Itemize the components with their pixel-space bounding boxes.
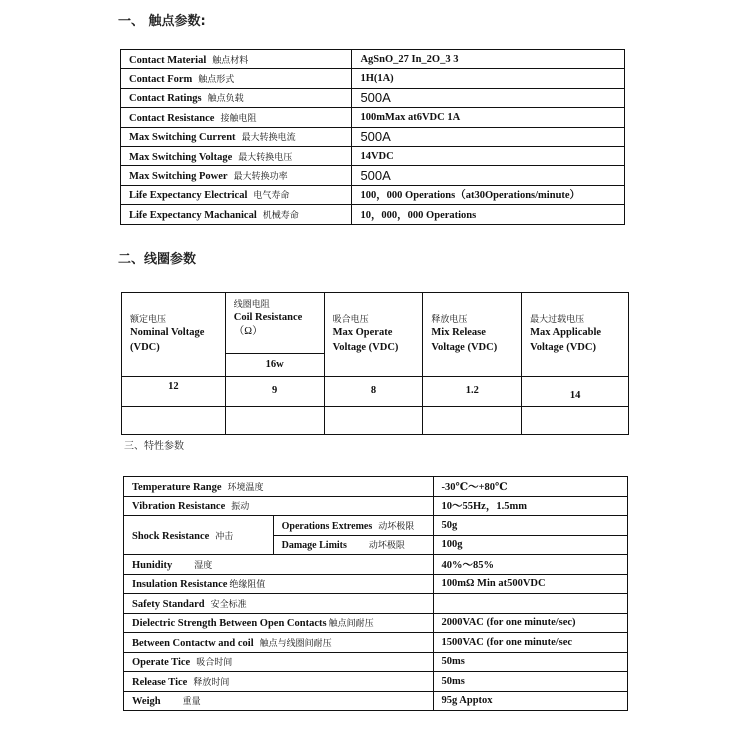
param-label: Contact Ratings 触点负载 xyxy=(121,88,352,107)
max-applicable-voltage-header: 最大过载电压 Max Applicable Voltage (VDC) xyxy=(522,293,629,377)
contact-param-row xyxy=(121,88,625,107)
mix-release-voltage-value: 1.2 xyxy=(423,377,522,407)
param-value: AgSnO_27 In_2O_3 3 xyxy=(352,50,625,69)
param-label: Max Switching Current 最大转换电流 xyxy=(121,127,352,146)
coil-resistance-value: 9 xyxy=(225,377,324,407)
empty-cell xyxy=(225,407,324,435)
contact-params-table xyxy=(120,49,625,225)
shock-row-damage: Damage Limits 动坏极限 100g xyxy=(124,535,628,555)
shock-label: Shock Resistance 冲击 xyxy=(124,516,274,555)
coil-resistance-header: 线圈电阻 Coil Resistance （Ω） xyxy=(225,293,324,354)
empty-cell xyxy=(522,407,629,435)
param-label: Life Expectancy Machanical 机械寿命 xyxy=(121,205,352,224)
nominal-voltage-value: 12 xyxy=(122,377,226,407)
param-value: 100mMax at6VDC 1A xyxy=(352,108,625,127)
contact-param-row xyxy=(121,127,625,146)
section1-heading: 一、 触点参数: xyxy=(118,14,206,29)
param-label: Contact Form 触点形式 xyxy=(121,69,352,88)
contact-param-row xyxy=(121,166,625,185)
contact-param-row xyxy=(121,185,625,204)
contact-param-row xyxy=(121,146,625,165)
operate-time-row: Operate Tice 吸合时间 50ms xyxy=(124,652,628,672)
dielectric-open-row: Dielectric Strength Between Open Contacts 触点间耐压 2000VAC (for one minute/sec) xyxy=(124,613,628,633)
contact-param-row xyxy=(121,69,625,88)
coil-resistance-subheader: 16w xyxy=(225,354,324,377)
param-label: Max Switching Power 最大转换功率 xyxy=(121,166,352,185)
section2-heading: 二、线圈参数 xyxy=(118,252,197,267)
param-label: Contact Resistance 接触电阻 xyxy=(121,108,352,127)
param-value: 500A xyxy=(352,127,625,146)
param-label: Max Switching Voltage 最大转换电压 xyxy=(121,146,352,165)
empty-cell xyxy=(122,407,226,435)
contact-param-row xyxy=(121,108,625,127)
param-value: 500A xyxy=(352,88,625,107)
contact-param-row xyxy=(121,50,625,69)
vibration-row: Vibration Resistance 振动 10～55Hz，1.5mm xyxy=(124,496,628,516)
param-label: Contact Material 触点材料 xyxy=(121,50,352,69)
param-value: 1H(1A) xyxy=(352,69,625,88)
param-value: 10，000，000 Operations xyxy=(352,205,625,224)
max-operate-voltage-value: 8 xyxy=(324,377,423,407)
max-operate-voltage-header: 吸合电压 Max Operate Voltage (VDC) xyxy=(324,293,423,377)
dielectric-coil-row: Between Contactw and coil 触点与线圈间耐压 1500VAC (for one minute/sec xyxy=(124,633,628,653)
param-value: 14VDC xyxy=(352,146,625,165)
safety-row: Safety Standard 安全标准 xyxy=(124,594,628,614)
temperature-row: Temperature Range 环境温度 -30℃～+80℃ xyxy=(124,477,628,497)
characteristics-table xyxy=(123,476,628,711)
param-label: Life Expectancy Electrical 电气寿命 xyxy=(121,185,352,204)
param-value: 500A xyxy=(352,166,625,185)
param-value: 100，000 Operations（at30Operations/minute） xyxy=(352,185,625,204)
coil-params-table xyxy=(121,292,629,435)
nominal-voltage-header: 额定电压 Nominal Voltage (VDC) xyxy=(122,293,226,377)
insulation-row: Insulation Resistance 绝缘阻值 100mΩ Min at500VDC xyxy=(124,574,628,594)
contact-param-row xyxy=(121,205,625,224)
section3-heading: 三、特性参数 xyxy=(124,441,184,452)
weight-row: Weigh 重量 95g Apptox xyxy=(124,691,628,711)
release-time-row: Release Tice 释放时间 50ms xyxy=(124,672,628,692)
empty-cell xyxy=(324,407,423,435)
mix-release-voltage-header: 释放电压 Mix Release Voltage (VDC) xyxy=(423,293,522,377)
empty-cell xyxy=(423,407,522,435)
shock-row-extremes: Shock Resistance 冲击 Operations Extremes 动坏极限 50g xyxy=(124,516,628,536)
max-applicable-voltage-value: 14 xyxy=(522,377,629,407)
humidity-row: Hunidity 湿度 40%～85% xyxy=(124,555,628,575)
